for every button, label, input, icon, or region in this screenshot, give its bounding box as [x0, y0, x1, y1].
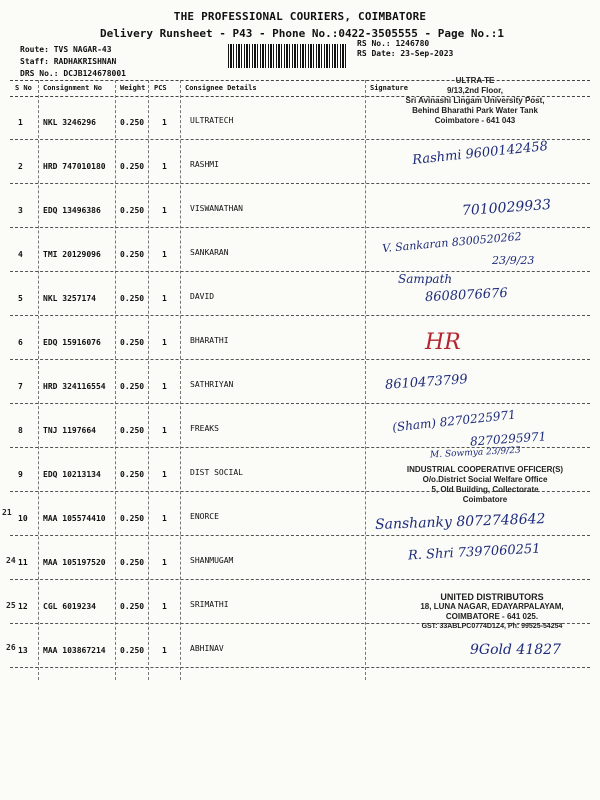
- row-sno: 7: [18, 382, 23, 391]
- stamp-line: Sri Avinashi Lingam University Post,: [405, 96, 545, 105]
- col-pcs: PCS: [154, 84, 167, 92]
- drs-label: DRS No.: DCJB124678001: [20, 69, 126, 78]
- col-sno: S No: [15, 84, 32, 92]
- row-weight: 0.250: [120, 470, 145, 479]
- signature-row-8-phone: 8270295971: [469, 429, 547, 449]
- stamp-line: 18, LUNA NAGAR, EDAYARPALAYAM,: [420, 602, 564, 611]
- rs-date: RS Date: 23-Sep-2023: [357, 49, 454, 58]
- row-weight: 0.250: [120, 602, 145, 611]
- row-pcs: 1: [162, 602, 167, 611]
- row-weight: 0.250: [120, 338, 145, 347]
- row-consignment: CGL 6019234: [43, 602, 96, 611]
- row-consignment: MAA 105197520: [43, 558, 106, 567]
- row-consignee: SANKARAN: [190, 248, 229, 257]
- col-consignment: Consignment No: [43, 84, 103, 92]
- margin-number: 21: [2, 508, 12, 517]
- row-weight: 0.250: [120, 514, 145, 523]
- row-consignment: TNJ 1197664: [43, 426, 96, 435]
- row-consignee: ABHINAV: [190, 644, 224, 653]
- row-pcs: 1: [162, 250, 167, 259]
- barcode: [228, 44, 348, 68]
- signature-row-5: Sampath: [398, 272, 453, 286]
- stamp-line: 9/13,2nd Floor,: [446, 86, 503, 95]
- row-pcs: 1: [162, 382, 167, 391]
- row-sno: 11: [18, 558, 28, 567]
- row-sno: 13: [18, 646, 28, 655]
- margin-number: 26: [6, 643, 16, 652]
- signature-row-10: Sanshanky 8072748642: [374, 511, 546, 533]
- row-consignment: MAA 105574410: [43, 514, 106, 523]
- stamp-line: O/o.District Social Welfare Office: [422, 475, 548, 484]
- row-pcs: 1: [162, 646, 167, 655]
- row-weight: 0.250: [120, 382, 145, 391]
- margin-number: 24: [6, 556, 16, 565]
- row-weight: 0.250: [120, 558, 145, 567]
- signature-row-4: V. Sankaran 8300520262: [381, 229, 523, 256]
- row-consignee: SHANMUGAM: [190, 556, 234, 565]
- route-label: Route: TVS NAGAR-43: [20, 45, 112, 54]
- table-row: [10, 316, 590, 360]
- ultratech-stamp: [375, 76, 575, 126]
- row-pcs: 1: [162, 426, 167, 435]
- row-sno: 12: [18, 602, 28, 611]
- district-social-stamp: [385, 465, 585, 505]
- row-weight: 0.250: [120, 250, 145, 259]
- signature-row-4-date: 23/9/23: [492, 254, 535, 267]
- signature-row-8-name: M. Sowmya 23/9/23: [429, 445, 521, 461]
- row-consignment: MAA 103867214: [43, 646, 106, 655]
- row-consignee: ENORCE: [190, 512, 219, 521]
- row-consignment: EDQ 10213134: [43, 470, 101, 479]
- signature-row-3: 7010029933: [461, 196, 552, 220]
- row-sno: 6: [18, 338, 23, 347]
- row-pcs: 1: [162, 206, 167, 215]
- staff-label: Staff: RADHAKRISHNAN: [20, 57, 117, 66]
- row-consignee: ULTRATECH: [190, 116, 234, 125]
- row-consignment: TMI 20129096: [43, 250, 101, 259]
- row-weight: 0.250: [120, 294, 145, 303]
- col-signature: Signature: [370, 84, 408, 92]
- signature-row-8: (Sham) 8270225971: [391, 407, 517, 435]
- row-sno: 3: [18, 206, 23, 215]
- stamp-line: Coimbatore - 641 043: [434, 116, 516, 125]
- row-pcs: 1: [162, 470, 167, 479]
- signature-row-2: Rashmi 9600142458: [411, 138, 549, 169]
- stamp-line: INDUSTRIAL COOPERATIVE OFFICER(S): [406, 465, 564, 474]
- row-sno: 2: [18, 162, 23, 171]
- stamp-line: COIMBATORE - 641 025.: [445, 612, 539, 621]
- stamp-line: UNITED DISTRIBUTORS: [440, 592, 544, 602]
- row-sno: 1: [18, 118, 23, 127]
- row-consignee: DAVID: [190, 292, 215, 301]
- united-distributors-stamp: [392, 592, 592, 632]
- row-weight: 0.250: [120, 646, 145, 655]
- stamp-line: Coimbatore: [462, 495, 508, 504]
- row-pcs: 1: [162, 162, 167, 171]
- row-pcs: 1: [162, 514, 167, 523]
- row-consignee: FREAKS: [190, 424, 219, 433]
- row-consignment: EDQ 13496386: [43, 206, 101, 215]
- row-consignment: HRD 747010180: [43, 162, 106, 171]
- runsheet-title: Delivery Runsheet - P43 - Phone No.:0422-3505555 - Page No.:1: [100, 27, 504, 40]
- row-sno: 4: [18, 250, 23, 259]
- rs-number: RS No.: 1246780: [357, 39, 430, 48]
- signature-row-7: 8610473799: [384, 372, 469, 393]
- row-weight: 0.250: [120, 426, 145, 435]
- row-consignment: NKL 3257174: [43, 294, 96, 303]
- row-sno: 8: [18, 426, 23, 435]
- row-consignment: NKL 3246296: [43, 118, 96, 127]
- stamp-line: ULTRA TE: [455, 76, 495, 85]
- table-row: [10, 360, 590, 404]
- row-consignee: SATHRIYAN: [190, 380, 234, 389]
- row-weight: 0.250: [120, 162, 145, 171]
- row-pcs: 1: [162, 338, 167, 347]
- row-weight: 0.250: [120, 118, 145, 127]
- signature-row-5-phone: 8608076676: [424, 285, 509, 306]
- signature-row-6: HR: [425, 330, 461, 355]
- signature-row-13: 9Gold 41827: [470, 642, 561, 658]
- row-pcs: 1: [162, 294, 167, 303]
- row-sno: 10: [18, 514, 28, 523]
- margin-number: 25: [6, 601, 16, 610]
- row-pcs: 1: [162, 558, 167, 567]
- row-consignee: VISWANATHAN: [190, 204, 243, 213]
- company-title: THE PROFESSIONAL COURIERS, COIMBATORE: [173, 10, 427, 23]
- row-sno: 5: [18, 294, 23, 303]
- row-consignment: EDQ 15916076: [43, 338, 101, 347]
- stamp-line: GST: 33ABLPC0774D1Z4, Ph: 99525-54254: [421, 623, 563, 630]
- row-consignee: SRIMATHI: [190, 600, 229, 609]
- row-consignee: DIST SOCIAL: [190, 468, 243, 477]
- col-weight: Weight: [120, 84, 146, 92]
- col-consignee: Consignee Details: [185, 84, 257, 92]
- stamp-line: Behind Bharathi Park Water Tank: [412, 106, 538, 115]
- row-consignee: RASHMI: [190, 160, 219, 169]
- row-sno: 9: [18, 470, 23, 479]
- row-consignee: BHARATHI: [190, 336, 229, 345]
- row-weight: 0.250: [120, 206, 145, 215]
- row-consignment: HRD 324116554: [43, 382, 106, 391]
- signature-row-11: R. Shri 7397060251: [407, 541, 541, 564]
- stamp-line: 5, Old Building, Collectorate: [431, 485, 539, 494]
- row-pcs: 1: [162, 118, 167, 127]
